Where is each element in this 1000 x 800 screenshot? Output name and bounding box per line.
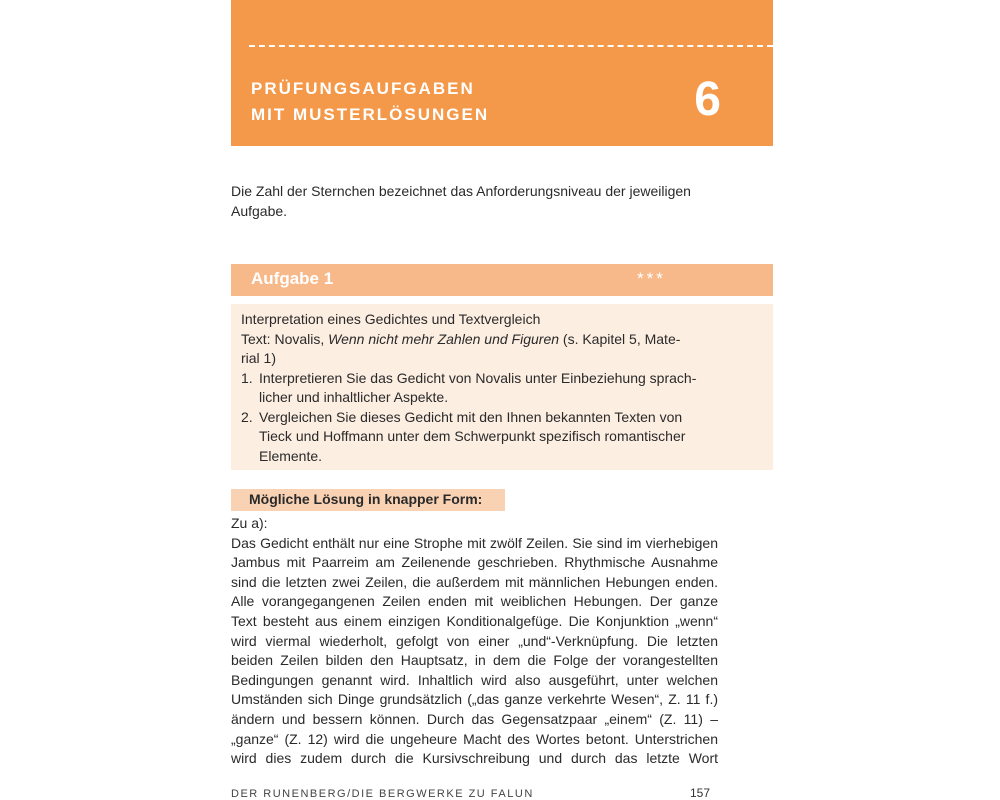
solution-line: Das Gedicht enthält nur eine Strophe mit zwölf Zeilen. Sie sind im vierhebigen	[231, 534, 718, 551]
task-label: Aufgabe 1	[251, 269, 334, 288]
chapter-number: 6	[694, 73, 721, 126]
solution-line: sind die letzten zwei Zeilen, die außerdem mit männlichen Hebungen enden.	[231, 573, 718, 590]
solution-line: Jambus mit Paarreim am Zeilenende geschrieben. Rhythmische Ausnahme	[231, 554, 718, 571]
page-number: 157	[690, 786, 711, 800]
task-heading: Interpretation eines Gedichtes und Textvergleich	[241, 311, 541, 327]
chapter-title-line1: PRÜFUNGSAUFGABEN	[251, 79, 475, 98]
task-list	[241, 369, 711, 467]
task-text-reference	[241, 330, 711, 350]
task-item-line: Interpretieren Sie das Gedicht von Novalis unter Einbeziehung sprach-	[259, 369, 697, 386]
task-box	[231, 304, 773, 470]
task-item-line: Vergleichen Sie dieses Gedicht mit den Ihnen bekannten Texten von	[259, 408, 683, 425]
solution-line: ändern und bessern können. Durch das Gegensatzpaar „einem“ (Z. 11) –	[231, 710, 718, 727]
task-item-line: Tieck und Hoffmann unter dem Schwerpunkt spezifisch romantischer	[259, 428, 686, 444]
solution-line: Alle vorangegangenen Zeilen enden mit weiblichen Hebungen. Der ganze	[231, 593, 718, 610]
dashed-divider	[249, 45, 773, 47]
task-text-suffix: (s. Kapitel 5, Mate-	[559, 330, 681, 347]
task-item-line: licher und inhaltlicher Aspekte.	[259, 389, 449, 405]
task-item	[241, 408, 711, 467]
difficulty-stars: ***	[637, 269, 666, 288]
task-title-bar	[231, 264, 773, 296]
solution-line: „ganze“ (Z. 12) wird die ungeheure Macht des Wortes betont. Unterstrichen	[231, 730, 718, 747]
solution-line: beiden Zeilen bilden den Hauptsatz, in dem die Folge der vorangestellten	[231, 652, 718, 669]
solution-line: wird viermal wiederholt, gefolgt von einer „und“-Verknüpfung. Die letzten	[231, 632, 718, 649]
chapter-header	[231, 0, 773, 146]
solution-label: Mögliche Lösung in knapper Form:	[249, 491, 483, 507]
task-item-number: 2.	[241, 408, 253, 425]
solution-body	[231, 514, 718, 769]
task-item	[241, 369, 711, 408]
solution-line: wird dies zudem durch die Kursivschreibung und durch das letzte Wort	[231, 750, 718, 767]
task-item-line: Elemente.	[259, 447, 323, 464]
task-text-prefix: Text: Novalis,	[241, 330, 329, 347]
intro-text: Die Zahl der Sternchen bezeichnet das Anforderungsniveau der jeweiligen Aufgabe.	[231, 183, 691, 219]
poem-title: Wenn nicht mehr Zahlen und Figuren	[328, 330, 560, 347]
task-item-number: 1.	[241, 369, 253, 386]
solution-line: Umständen sich Dinge grundsätzlich („das ganze verkehrte Wesen“, Z. 11 f.)	[231, 691, 718, 708]
running-title: DER RUNENBERG/DIE BERGWERKE ZU FALUN	[231, 788, 534, 800]
solution-line: Bedingungen genannt wird. Inhaltlich wird also ausgeführt, unter welchen	[231, 671, 718, 688]
solution-line: Text besteht aus einem einzigen Konditionalgefüge. Die Konjunktion „wenn“	[231, 612, 718, 629]
chapter-title	[251, 76, 489, 128]
solution-label-bar	[231, 489, 505, 511]
chapter-title-line2: MIT MUSTERLÖSUNGEN	[251, 105, 490, 124]
solution-subheading: Zu a):	[231, 515, 268, 531]
task-text-reference-line2: rial 1)	[241, 350, 277, 366]
